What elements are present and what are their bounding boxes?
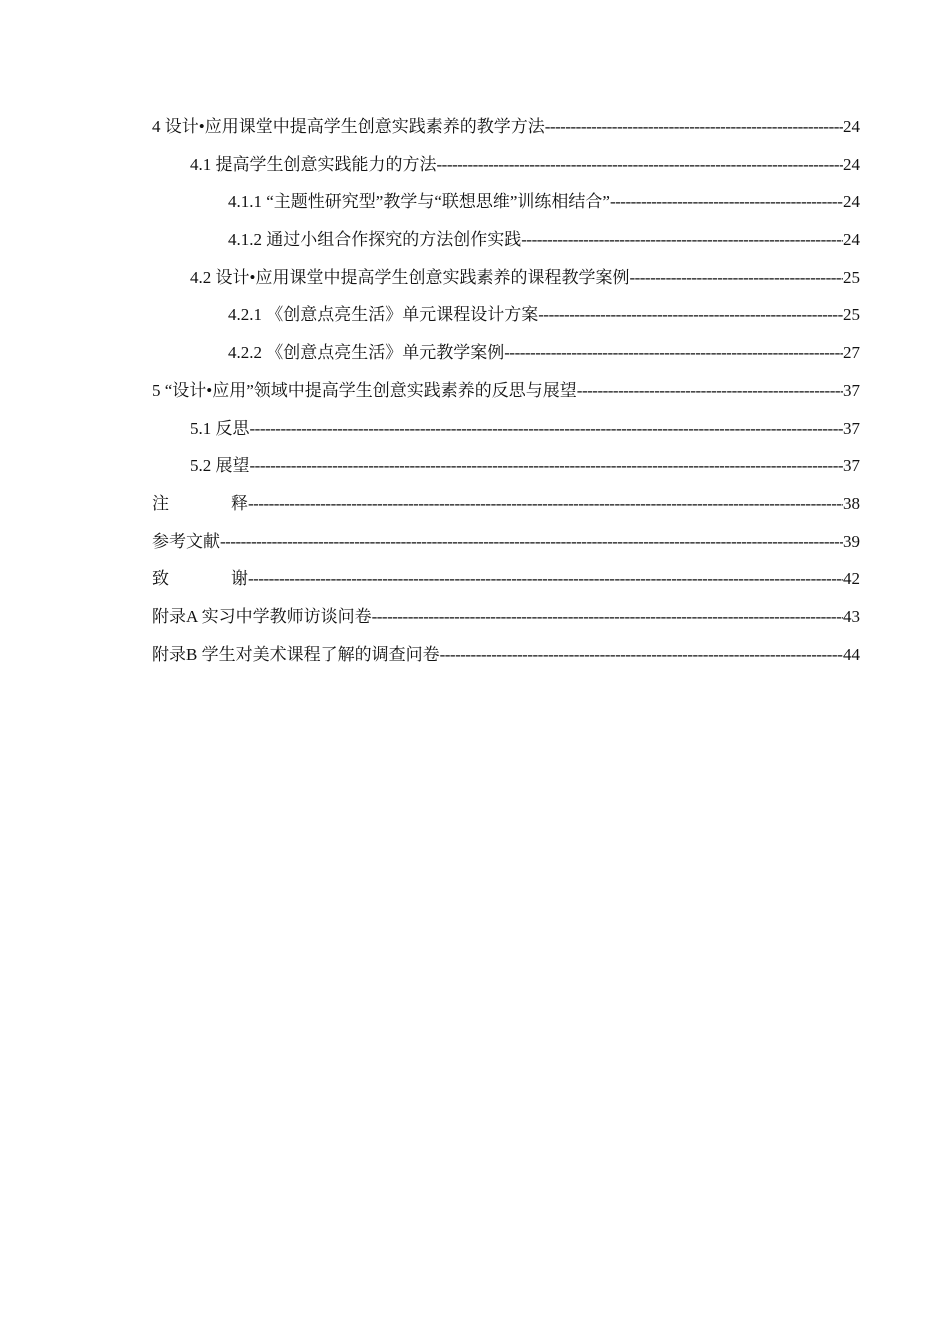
- toc-leader: [250, 447, 844, 485]
- toc-entry-page: 42: [843, 569, 860, 589]
- toc-entry[interactable]: [152, 410, 860, 448]
- toc-entry-title: [152, 485, 248, 523]
- toc-leader: [250, 410, 844, 448]
- toc-entry[interactable]: [152, 259, 860, 297]
- toc-entry-page: 37: [843, 456, 860, 476]
- toc-entry-page: 37: [843, 418, 860, 438]
- toc-entry[interactable]: [152, 221, 860, 259]
- toc-entry-title: 4.1.2 通过小组合作探究的方法创作实践: [228, 230, 522, 250]
- toc-entry-page: 24: [843, 192, 860, 212]
- toc-entry-page: 25: [843, 305, 860, 325]
- toc-entry-page: 38: [843, 493, 860, 513]
- toc-entry-title: 4.1 提高学生创意实践能力的方法: [190, 154, 437, 174]
- toc-entry-title-char: 释: [231, 493, 248, 513]
- toc-entry-title: 5.2 展望: [190, 456, 250, 476]
- toc-entry-title: 4.1.1 “主题性研究型”教学与“联想思维”训练相结合”: [228, 192, 610, 212]
- toc-entry[interactable]: [152, 334, 860, 372]
- toc-entry-title: [152, 560, 248, 598]
- toc-entry-title: 4.2 设计•应用课堂中提高学生创意实践素养的课程教学案例: [190, 267, 630, 287]
- toc-entry-title-char: 致: [152, 569, 169, 589]
- toc-entry[interactable]: [152, 598, 860, 636]
- toc-entry-page: 37: [843, 380, 860, 400]
- toc-leader: [248, 560, 843, 598]
- toc-leader: [248, 485, 843, 523]
- toc-entry-title: 附录A 实习中学教师访谈问卷: [152, 606, 372, 626]
- toc-entry[interactable]: [152, 485, 860, 523]
- toc-leader: [629, 259, 843, 297]
- toc-leader: [538, 296, 843, 334]
- toc-entry-page: 27: [843, 343, 860, 363]
- toc-entry-page: 24: [843, 230, 860, 250]
- toc-entry[interactable]: [152, 183, 860, 221]
- toc-entry-page: 24: [843, 117, 860, 136]
- toc-entry[interactable]: [152, 108, 860, 146]
- toc-leader: [504, 334, 843, 372]
- toc-entry-title: 附录B 学生对美术课程了解的调查问卷: [152, 644, 440, 664]
- toc-entry-title: 4.2.1 《创意点亮生活》单元课程设计方案: [228, 305, 539, 325]
- toc-entry[interactable]: [152, 636, 860, 674]
- toc-entry[interactable]: [152, 447, 860, 485]
- toc-entry-page: 25: [843, 267, 860, 287]
- toc-entry-title-char: 谢: [231, 569, 248, 589]
- toc-leader: [577, 372, 843, 410]
- toc-entry[interactable]: [152, 560, 860, 598]
- toc-entry-page: 39: [843, 531, 860, 551]
- toc-leader: [220, 523, 843, 561]
- toc-entry-title-char: 注: [152, 493, 169, 513]
- toc-entry-page: 43: [843, 606, 860, 626]
- toc-entry-title: 5.1 反思: [190, 418, 250, 438]
- toc-entry-title: 参考文献: [152, 531, 220, 551]
- toc-entry[interactable]: [152, 372, 860, 410]
- toc-leader: [440, 636, 843, 674]
- toc-entry-title: 5 “设计•应用”领域中提高学生创意实践素养的反思与展望: [152, 380, 577, 400]
- table-of-contents: [152, 108, 860, 673]
- toc-entry[interactable]: [152, 146, 860, 184]
- toc-leader: [610, 183, 843, 221]
- toc-entry[interactable]: [152, 523, 860, 561]
- toc-leader: [437, 146, 844, 184]
- toc-entry-page: 24: [843, 154, 860, 174]
- toc-entry-page: 44: [843, 644, 860, 664]
- toc-entry[interactable]: [152, 296, 860, 334]
- toc-entry-title: 4 设计•应用课堂中提高学生创意实践素养的教学方法: [152, 117, 545, 136]
- toc-entry-title: 4.2.2 《创意点亮生活》单元教学案例: [228, 343, 505, 363]
- toc-leader: [521, 221, 843, 259]
- toc-leader: [545, 108, 843, 146]
- toc-leader: [372, 598, 843, 636]
